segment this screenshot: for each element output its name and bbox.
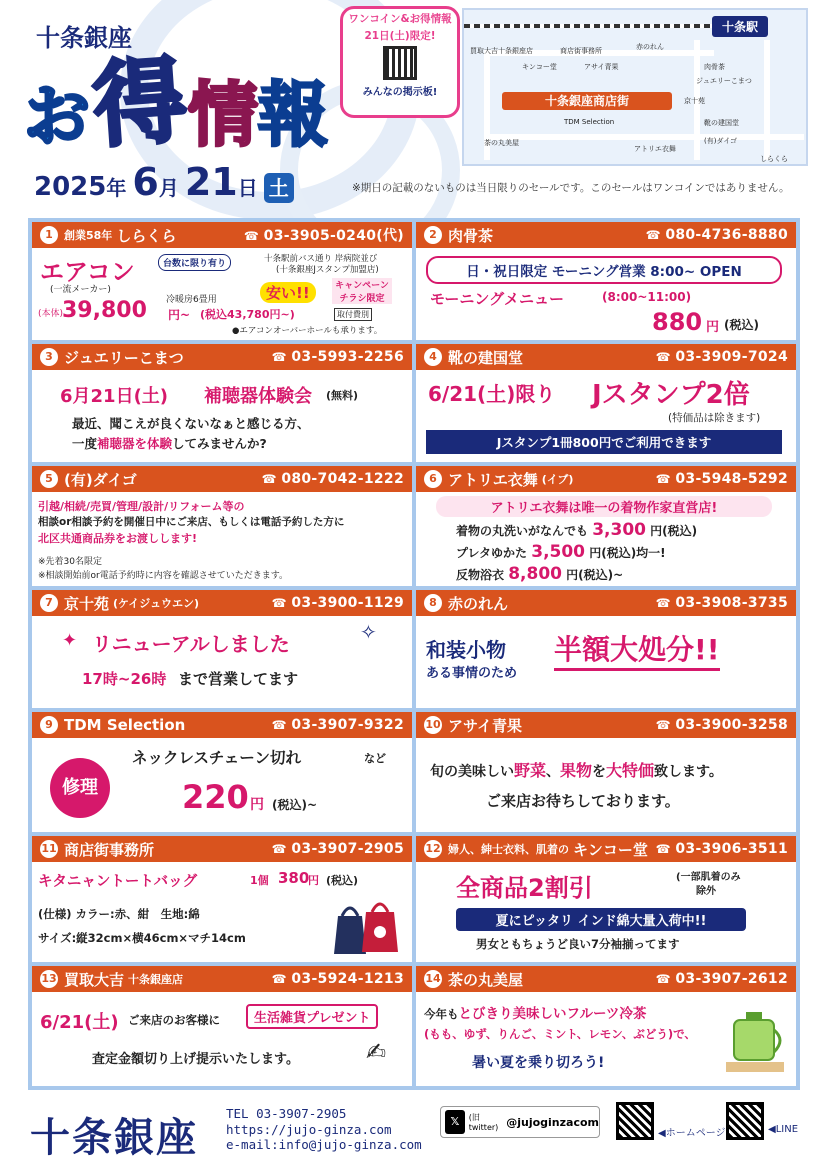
row-tax: 円(税込) [650, 524, 698, 538]
footer-email[interactable]: e-mail:info@jujo-ginza.com [226, 1137, 422, 1153]
shop-header [416, 712, 796, 738]
shop-name: 買取大吉 [64, 970, 125, 989]
product-name: エアコン [40, 258, 135, 286]
row-price: 3,300 [592, 520, 646, 540]
shop-card-keijuen [32, 590, 412, 708]
price-tax: (税込) [724, 318, 759, 332]
bulletin-bubble[interactable] [340, 6, 460, 118]
footer-contact [226, 1106, 422, 1153]
map-road [484, 134, 804, 140]
shopping-street-map [462, 8, 808, 166]
service-line-2: 相談or相談予約を開催日中にご来店、もしくは電話予約した方に [38, 516, 345, 528]
highlight: とびきり美味しいフルーツ冷茶 [458, 1006, 647, 1022]
shop-card-kaitori-daikichi [32, 966, 412, 1086]
maker-note: (一流メーカー) [50, 285, 111, 295]
shop-name: キンコー堂 [573, 840, 648, 859]
sparkle-icon: ✦ [62, 630, 78, 651]
shop-header [416, 222, 796, 248]
shop-body [416, 248, 796, 340]
event-line-1: 最近、聞こえが良くないなぁと感じる方、 [72, 416, 310, 431]
shop-header [32, 222, 412, 248]
shop-card-marumiya [416, 966, 796, 1086]
homepage-label: ◀ホームページ [658, 1128, 726, 1139]
text: 今年も [424, 1007, 459, 1021]
price-unit: 円 [250, 797, 264, 813]
shop-number: 9 [40, 716, 58, 734]
shop-phone[interactable]: ☎ 03-3909-7024 [656, 349, 788, 365]
shop-card-kenkokudo [416, 344, 796, 462]
shop-phone[interactable]: ☎ 03-3900-3258 [656, 717, 788, 733]
menu-price: 880 [652, 308, 703, 336]
tea-pot-icon [724, 1000, 788, 1076]
qr-code-icon[interactable] [383, 46, 417, 80]
shop-body [32, 492, 412, 586]
event-name: 補聴器体験会 [204, 386, 312, 407]
shop-phone[interactable]: ☎ 03-3900-1129 [272, 595, 404, 611]
tea-line-2: (もも、ゆず、りんご、ミント、レモン、ぶどう)で、 [424, 1027, 696, 1041]
shop-number: 1 [40, 226, 58, 244]
shop-card-tdm-selection [32, 712, 412, 832]
footer [0, 1096, 820, 1160]
shop-card-atelier-ibu [416, 466, 796, 586]
shop-phone[interactable]: ☎ 03-3907-2905 [272, 841, 404, 857]
date-month-kanji: 月 [158, 176, 179, 200]
promo-except: (特価品は除きます) [668, 412, 761, 424]
shop-phone[interactable]: ☎ 03-3907-2612 [656, 971, 788, 987]
shop-card-akanoren [416, 590, 796, 708]
shop-header [32, 590, 412, 616]
sparkle-icon: ✧ [360, 620, 377, 644]
shop-number: 14 [424, 970, 442, 988]
map-label: キンコー堂 [522, 63, 557, 71]
shop-membership: (十条銀座Jスタンプ加盟店) [276, 265, 379, 275]
shop-body [32, 248, 412, 340]
room-size: 冷暖房6畳用 [166, 295, 217, 305]
pen-icon: ✍ [366, 1038, 387, 1066]
map-label: 肉骨茶 [704, 63, 725, 71]
shop-card-shirakura [32, 222, 412, 340]
shop-phone[interactable]: ☎ 03-5993-2256 [272, 349, 404, 365]
service-line-3: 北区共通商品券をお渡しします! [38, 532, 198, 545]
sale-item: 和装小物 [426, 638, 506, 662]
shop-card-asai-seika [416, 712, 796, 832]
shop-body [416, 738, 796, 832]
campaign-badge: キャンペーンチラシ限定 [332, 278, 392, 304]
limited-badge: 台数に限り有り [158, 254, 231, 271]
map-label: アトリエ衣舞 [634, 145, 676, 153]
date-day-kanji: 日 [237, 176, 258, 200]
shop-header [32, 966, 412, 992]
shop-phone[interactable]: ☎ 03-5924-1213 [272, 971, 404, 987]
row-tax: 円(税込)~ [566, 568, 624, 582]
install-note: 取付費別 [334, 308, 372, 321]
shop-header [32, 466, 412, 492]
price-row-3 [456, 564, 623, 584]
map-label: 茶の丸美屋 [484, 139, 519, 147]
shop-body [416, 370, 796, 462]
row-label: 着物の丸洗いがなんでも [456, 524, 589, 538]
shop-name: ジュエリーこまつ [64, 348, 184, 367]
highlight: 果物 [560, 761, 593, 780]
lead-line: アトリエ衣舞は唯一の着物作家直営店! [436, 496, 772, 517]
produce-line-1 [430, 758, 723, 781]
row-tax: 円(税込)均一! [589, 546, 666, 560]
map-station-label: 十条駅 [712, 16, 768, 37]
price-row-1 [456, 520, 697, 540]
shop-body [32, 616, 412, 708]
shop-header [416, 466, 796, 492]
map-label: 商店街事務所 [560, 47, 602, 55]
promo-line-2: 査定金額切り上げ提示いたします。 [92, 1052, 299, 1067]
shop-body [32, 992, 412, 1086]
price-unit: 円 [308, 874, 319, 887]
shop-name: (有)ダイゴ [64, 470, 137, 489]
shop-name-reading: (ケイジュウエン) [113, 597, 200, 610]
footer-url[interactable]: https://jujo-ginza.com [226, 1121, 392, 1137]
summer-bar: 夏にピッタリ インド綿大量入荷中!! [456, 908, 746, 931]
shop-body [32, 370, 412, 462]
shop-header [416, 966, 796, 992]
line-qr-icon[interactable] [726, 1102, 764, 1140]
shop-phone[interactable]: ☎ 03-3905-0240(代) [244, 225, 404, 245]
bubble-line-2: 21日(土)限定! [364, 30, 436, 43]
tote-bag-icon [332, 892, 402, 958]
shop-name: 赤のれん [448, 594, 509, 613]
shop-name: 靴の建国堂 [448, 348, 524, 367]
text: 、 [546, 764, 561, 780]
footer-logo: 十条銀座 [30, 1115, 198, 1161]
sale-except-2: 除外 [696, 886, 716, 897]
map-label: 靴の建国堂 [704, 119, 739, 127]
shop-card-daigo [32, 466, 412, 586]
shop-body [32, 862, 412, 962]
shop-name-reading: (イブ) [541, 473, 574, 486]
promo-date: 6/21(土)限り [428, 382, 556, 406]
shop-header [416, 344, 796, 370]
shop-name: アトリエ衣舞 [448, 470, 538, 489]
shop-number: 12 [424, 840, 442, 858]
shop-card-jewelry-komatsu [32, 344, 412, 462]
shop-subtitle: 婦人、紳士衣料、肌着の [448, 843, 569, 856]
sale-date [34, 160, 294, 204]
produce-line-2: ご来店お待ちしております。 [486, 792, 680, 810]
repair-nado: など [364, 752, 386, 765]
price-row-2 [456, 542, 666, 562]
shop-number: 5 [40, 470, 58, 488]
text: 旬の美味しい [430, 764, 514, 780]
shop-name: TDM Selection [64, 716, 186, 734]
bag-qty: 1個 [250, 874, 269, 887]
sleeve-note: 男女ともちょうど良い7分袖揃ってます [476, 937, 680, 951]
date-year: 2025 [34, 172, 107, 202]
date-day: 21 [184, 160, 238, 204]
shop-phone[interactable]: ☎ 03-3907-9322 [272, 717, 404, 733]
repair-item: ネックレスチェーン切れ [132, 749, 301, 767]
sale-reason: ある事情のため [426, 666, 518, 681]
map-label: (有)ダイゴ [704, 137, 738, 145]
title-char-4: 報 [258, 74, 329, 156]
shop-body [416, 616, 796, 708]
shop-body [416, 492, 796, 586]
shop-number: 10 [424, 716, 442, 734]
highlight: 大特価 [606, 761, 655, 780]
promo-headline: Jスタンプ2倍 [592, 380, 750, 410]
title-char-1: お [24, 78, 90, 155]
footer-tel[interactable]: TEL 03-3907-2905 [226, 1106, 347, 1121]
shop-number: 4 [424, 348, 442, 366]
bag-spec: (仕様) カラー:赤、紺 生地:綿 [38, 907, 200, 921]
price-main: 39,800 [62, 298, 147, 323]
bag-size: サイズ:縦32cm×横46cm×マチ14cm [38, 931, 246, 945]
map-label: アサイ青果 [584, 63, 619, 71]
sale-headline: 半額大処分!! [554, 628, 720, 671]
promo-date: 6/21(土) [40, 1012, 119, 1033]
brand-name: 十条銀座 [36, 24, 132, 52]
event-line-2c: してみませんか? [172, 436, 267, 451]
body-label: (本体) [38, 309, 64, 319]
map-label: しらくら [760, 155, 788, 163]
shop-address: 十条駅前バス通り 岸病院並び [264, 254, 378, 264]
repair-badge: 修理 [50, 758, 110, 818]
shop-phone[interactable]: ☎ 080-7042-1222 [262, 471, 404, 487]
menu-title: モーニングメニュー [430, 290, 564, 308]
header-note: ※期日の記載のないものは当日限りのセールです。このセールはワンコインではありません。 [352, 182, 790, 194]
event-date: 6月21日(土) [60, 386, 169, 407]
price-unit: 円 [706, 320, 720, 335]
cheap-badge: 安い!! [260, 282, 316, 303]
shop-name: 京十苑 [64, 594, 110, 613]
shop-number: 2 [424, 226, 442, 244]
price-tax: (税込43,780円~) [200, 308, 295, 321]
event-line-2b: 補聴器を体験 [97, 436, 173, 451]
date-year-kanji: 年 [106, 176, 127, 200]
price-tax: (税込) [326, 874, 359, 887]
shop-name: アサイ青果 [448, 716, 522, 735]
shop-phone[interactable]: ☎ 080-4736-8880 [646, 227, 788, 243]
map-label: 赤のれん [636, 43, 664, 51]
event-line-2 [72, 434, 267, 452]
x-old-name: (旧twitter) [468, 1113, 499, 1132]
x-account-box[interactable] [440, 1106, 600, 1138]
price-unit: 円~ [168, 308, 191, 322]
shop-body [32, 738, 412, 832]
bubble-bottom: みんなの掲示板! [362, 87, 438, 99]
shop-number: 6 [424, 470, 442, 488]
shop-header [32, 836, 412, 862]
event-line-2a: 一度 [72, 436, 98, 451]
row-label: プレタゆかた [456, 546, 528, 560]
line-label: ◀LINE [768, 1124, 799, 1135]
highlight: 野菜 [514, 761, 547, 780]
menu-time: (8:00~11:00) [602, 290, 692, 304]
shop-card-office [32, 836, 412, 962]
shop-body [416, 862, 796, 962]
shop-number: 13 [40, 970, 58, 988]
row-price: 3,500 [531, 542, 586, 562]
header [0, 0, 820, 210]
shop-header [32, 344, 412, 370]
shop-name: 茶の丸美屋 [448, 970, 524, 989]
map-label: TDM Selection [564, 118, 615, 126]
title-char-2: 得 [90, 46, 190, 161]
tea-line-1 [424, 1002, 646, 1022]
x-logo-icon: 𝕏 [445, 1110, 465, 1134]
overhaul-note: ●エアコンオーバーホールも承ります。 [232, 326, 383, 336]
shop-number: 3 [40, 348, 58, 366]
sale-except-1: (一部肌着のみ [676, 872, 741, 883]
sale-headline: 全商品2割引 [456, 874, 593, 902]
title-char-3: 情 [188, 74, 259, 156]
row-price: 8,800 [508, 564, 562, 584]
shop-number: 7 [40, 594, 58, 612]
shop-header [416, 590, 796, 616]
date-weekday-badge: 土 [264, 173, 294, 203]
hours-highlight: 17時~26時 [82, 670, 167, 688]
page-title [24, 46, 329, 161]
service-note-1: ※先着30名限定 [38, 557, 102, 567]
shop-name: しらくら [116, 226, 177, 245]
text: 致します。 [654, 764, 723, 780]
shop-grid [28, 218, 800, 1090]
shop-phone[interactable]: ☎ 03-3906-3511 [656, 841, 788, 857]
repair-price: 220 [182, 778, 249, 816]
text: を [592, 764, 607, 780]
shop-header [32, 712, 412, 738]
row-label: 反物浴衣 [456, 568, 505, 582]
bag-name: キタニャントートバッグ [38, 874, 198, 890]
map-street-banner: 十条銀座商店街 [502, 92, 672, 110]
shop-branch: 十条銀座店 [128, 973, 184, 986]
shop-name: 肉骨茶 [448, 226, 494, 245]
shop-number: 11 [40, 840, 58, 858]
shop-number: 8 [424, 594, 442, 612]
date-month: 6 [132, 160, 159, 204]
map-label: ジュエリーこまつ [696, 77, 752, 85]
service-note-2: ※相談開始前or電話予約時に内容を確認させていただきます。 [38, 571, 289, 581]
shop-card-bakkutteh [416, 222, 796, 340]
renewal-text: リニューアルしました [92, 632, 290, 656]
bubble-line-1: ワンコイン&お得情報 [348, 13, 452, 25]
tea-line-3: 暑い夏を乗り切ろう! [472, 1055, 605, 1071]
price-tax: (税込)~ [272, 798, 318, 812]
gift-badge: 生活雑貨プレゼント [246, 1004, 378, 1029]
map-label: 買取大吉十条銀座店 [470, 47, 533, 55]
morning-banner: 日・祝日限定 モーニング営業 8:00~ OPEN [426, 256, 782, 284]
railway-icon [464, 24, 714, 28]
service-list: 引越/相続/売買/管理/設計/リフォーム等の [38, 500, 245, 513]
event-free: (無料) [326, 389, 359, 402]
promo-line-1: ご来店のお客様に [128, 1013, 220, 1027]
bag-price: 380 [278, 869, 310, 887]
shop-subtitle: 創業58年 [64, 229, 113, 242]
shop-name: 商店街事務所 [64, 840, 155, 859]
shop-phone[interactable]: ☎ 03-3908-3735 [656, 595, 788, 611]
map-road [764, 40, 770, 160]
homepage-qr-icon[interactable] [616, 1102, 654, 1140]
shop-body [416, 992, 796, 1086]
hours-text: まで営業してます [178, 670, 299, 688]
map-label: 京十苑 [684, 97, 705, 105]
stamp-bar: Jスタンプ1冊800円でご利用できます [426, 430, 782, 454]
shop-header [416, 836, 796, 862]
shop-phone[interactable]: ☎ 03-5948-5292 [656, 471, 788, 487]
x-handle: @jujoginzacom [506, 1115, 599, 1129]
shop-card-kinkodo [416, 836, 796, 962]
